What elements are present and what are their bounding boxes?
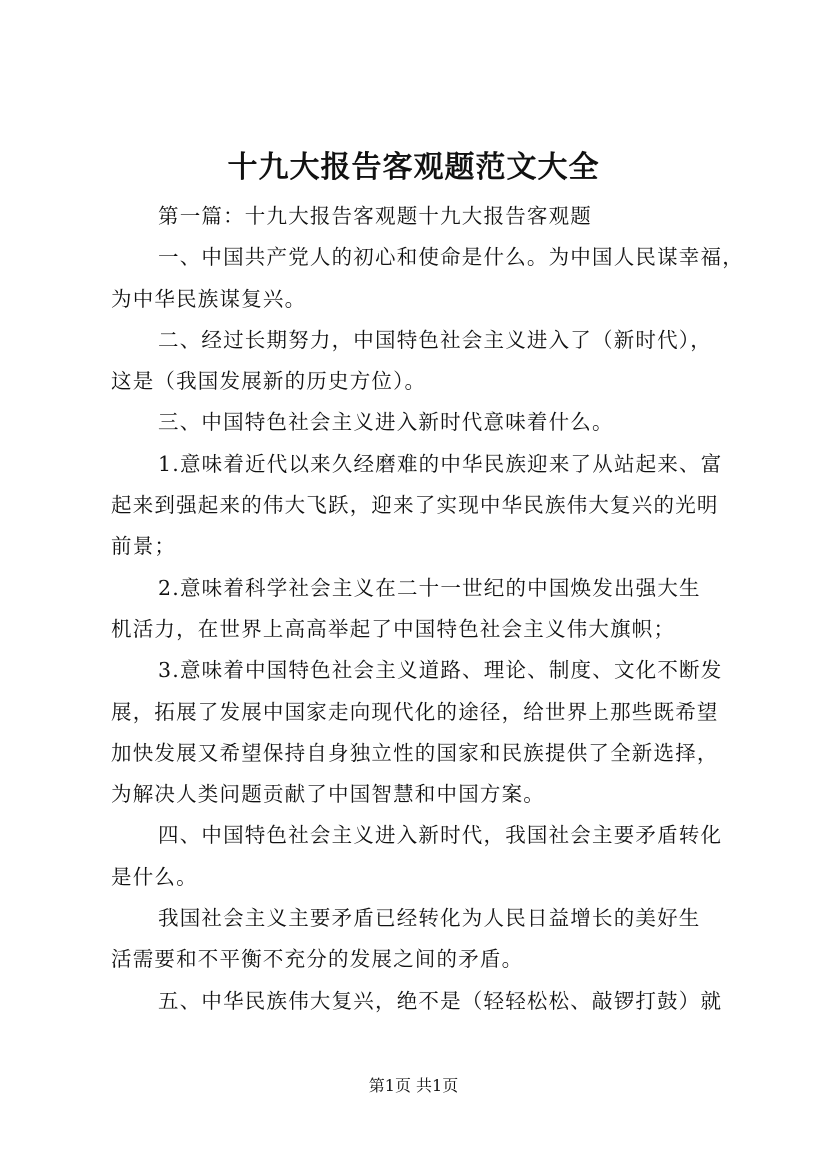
document-body <box>111 196 744 1022</box>
paragraph-line: 3.意味着中国特色社会主义道路、理论、制度、文化不断发 <box>158 658 723 683</box>
paragraph-line: 2.意味着科学社会主义在二十一世纪的中国焕发出强大生 <box>158 575 701 600</box>
page-footer: 第1页 共1页 <box>368 1076 459 1095</box>
paragraph-line: 二、经过长期努力，中国特色社会主义进入了（新时代）， <box>158 327 712 352</box>
paragraph-line: 加快发展又希望保持自身独立性的国家和民族提供了全新选择， <box>111 740 719 765</box>
paragraph-line: 为解决人类问题贡献了中国智慧和中国方案。 <box>111 782 545 807</box>
paragraph-line: 是什么。 <box>111 864 198 889</box>
paragraph-line: 三、中国特色社会主义进入新时代意味着什么。 <box>158 410 614 435</box>
paragraph-line: 活需要和不平衡不充分的发展之间的矛盾。 <box>111 947 524 972</box>
paragraph-line: 起来到强起来的伟大飞跃，迎来了实现中华民族伟大复兴的光明 <box>111 493 719 518</box>
paragraph-line: 展，拓展了发展中国家走向现代化的途径，给世界上那些既希望 <box>111 699 719 724</box>
paragraph-line: 为中华民族谋复兴。 <box>111 286 307 311</box>
paragraph-line: 四、中国特色社会主义进入新时代，我国社会主要矛盾转化 <box>158 823 723 848</box>
paragraph-line: 一、中国共产党人的初心和使命是什么。为中国人民谋幸福， <box>158 245 744 270</box>
paragraph-line: 第一篇：十九大报告客观题十九大报告客观题 <box>158 204 592 228</box>
paragraph-line: 五、中华民族伟大复兴，绝不是（轻轻松松、敲锣打鼓）就 <box>158 988 723 1013</box>
paragraph-line: 前景； <box>111 534 177 559</box>
document-title: 十九大报告客观题范文大全 <box>227 150 600 185</box>
paragraph-line: 1.意味着近代以来久经磨难的中华民族迎来了从站起来、富 <box>158 451 723 476</box>
paragraph-line: 机活力，在世界上高高举起了中国特色社会主义伟大旗帜； <box>111 616 676 641</box>
paragraph-line: 这是（我国发展新的历史方位）。 <box>111 369 427 394</box>
paragraph-line: 我国社会主义主要矛盾已经转化为人民日益增长的美好生 <box>158 906 701 931</box>
